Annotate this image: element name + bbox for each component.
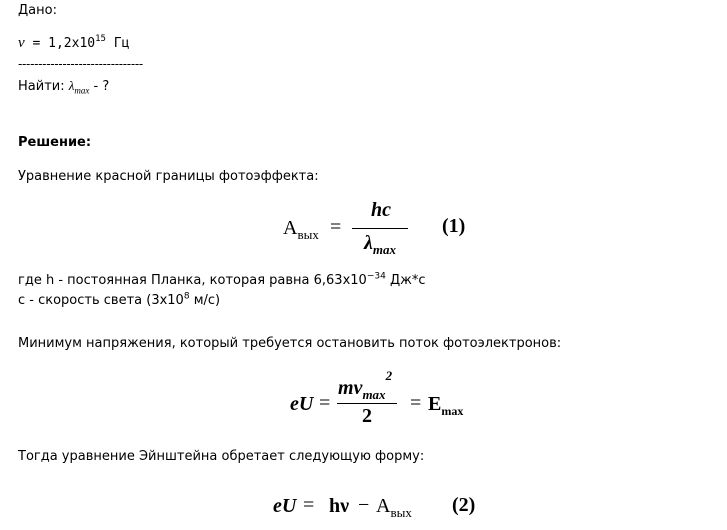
- min-voltage-text: Минимум напряжения, который требуется остановить поток фотоэлектронов:: [18, 336, 562, 351]
- eq2-lhs: eU: [273, 495, 297, 517]
- nu-value: = 1,2x10: [24, 36, 96, 51]
- nu-unit: Гц: [105, 36, 130, 51]
- solution-heading: Решение:: [18, 135, 92, 150]
- light-speed-exponent: 8: [183, 291, 190, 302]
- energy-denominator: 2: [362, 405, 372, 427]
- nu-symbol: ν: [18, 35, 25, 51]
- nu-equation: [18, 35, 129, 52]
- lambda-subscript: max: [74, 85, 90, 96]
- eq1-numerator: hc: [371, 199, 391, 221]
- eq2-minus: −: [358, 494, 370, 516]
- energy-rhs-equals: =: [410, 392, 422, 414]
- lambda-symbol: λ: [68, 78, 75, 93]
- planck-exponent: −34: [366, 271, 386, 282]
- energy-fraction-bar: [337, 403, 397, 404]
- einstein-text: Тогда уравнение Эйнштейна обретает следующую форму:: [18, 449, 425, 464]
- energy-equals: =: [319, 392, 331, 414]
- find-line: [18, 78, 109, 94]
- light-speed-text: с - скорость света ($3х10^8$ м/с): [18, 291, 221, 308]
- eq2-equals: =: [303, 494, 315, 516]
- divider: -------------------------------: [18, 57, 143, 71]
- planck-unit: Дж*с: [385, 273, 426, 288]
- light-speed-unit: м/с): [189, 293, 221, 308]
- nu-exponent: 15: [95, 34, 106, 44]
- find-rest: - ?: [89, 79, 110, 94]
- eq1-denominator: $\lambda_{max}$: [363, 232, 396, 257]
- red-border-text: Уравнение красной границы фотоэффекта:: [18, 169, 319, 184]
- energy-lhs: eU: [290, 393, 314, 415]
- find-label: Найти:: [18, 79, 69, 94]
- eq1-fraction-bar: [352, 228, 408, 229]
- eq2-term: hν: [329, 495, 350, 517]
- eq2-a: $A_{вых}$: [376, 495, 412, 520]
- energy-rhs: $E_{max}$: [428, 393, 464, 418]
- eq1-equals: =: [330, 216, 342, 238]
- eq1-lhs: $A_{вых}$: [283, 217, 319, 242]
- planck-text: где h - постоянная Планка, которая равна $6,63x10^{-34}$ Дж*с: [18, 271, 426, 288]
- given-label: Дано:: [18, 3, 57, 18]
- energy-numerator: $mv_{max}^2$: [338, 368, 393, 402]
- eq2-number: (2): [452, 494, 476, 516]
- eq1-number: (1): [442, 215, 466, 237]
